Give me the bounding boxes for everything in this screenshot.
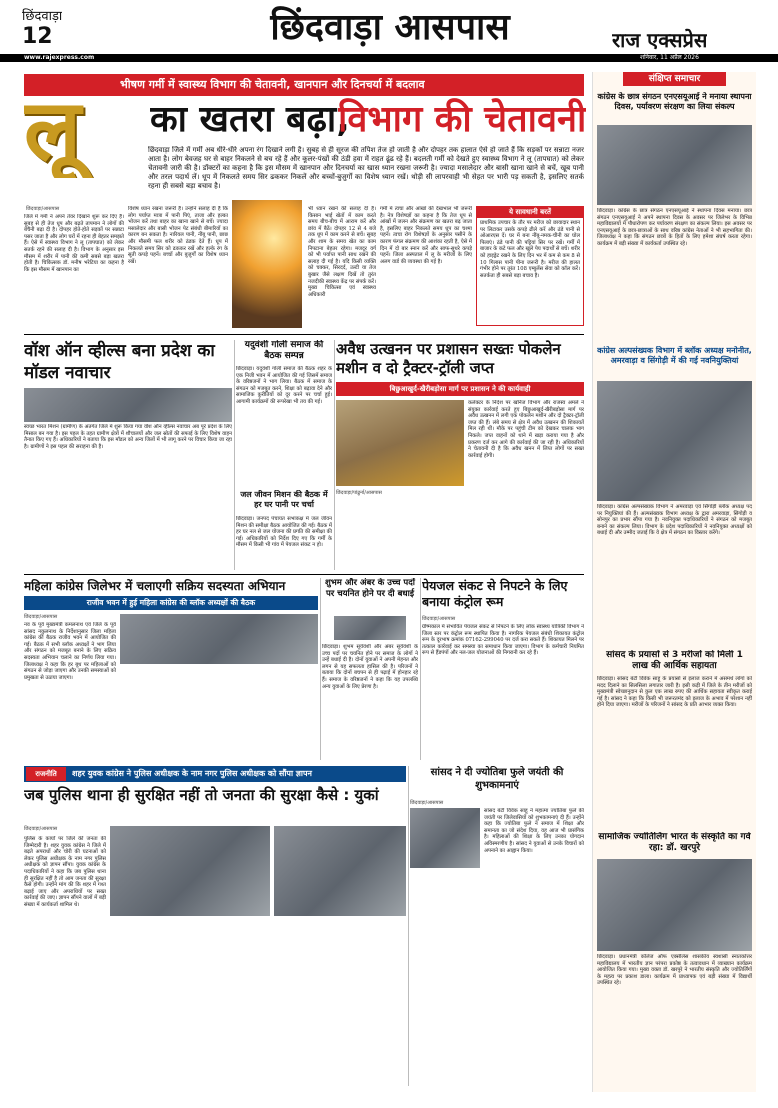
mahila-photo	[120, 614, 318, 664]
mahila-sub-headline: राजीव भवन में हुई महिला कांग्रेस की ब्लॉक अध्यक्षों की बैठक	[86, 598, 256, 607]
jyoti-photo	[410, 808, 480, 868]
water-crisis-body: ग्रीष्मकाल में संभावित पेयजल संकट से निपटने के लिए लोक स्वास्थ्य यांत्रिकी विभाग ने जिला स्तर पर कंट्रोल रूम स्थापित किया है। नागरिक पेयजल संबंधी शिकायत कंट्रोल रूम के दूरभाष क्रमांक 07162-299040 पर दर्ज करा सकते हैं। शिकायत मिलने पर तत्काल कार्रवाई कर समस्या का समाधान किया जाएगा। विभाग के कर्मचारी नियमित रूप से हैंडपंपों और नल-जल योजनाओं की निगरानी कर रहे हैं।	[422, 624, 584, 657]
water-crisis-byline: छिंदवाड़ा/आसपास	[422, 616, 456, 622]
sidebar-story4-title: सामाजिक ज्योतिलिंग भारत के संस्कृति का गर्व रहा: डॉ. खरपुरे	[598, 832, 751, 853]
sidebar-story1-body: छिंदवाड़ा। कांग्रेस के छात्र संगठन एनएसयूआई ने स्थापना दिवस मनाया। छात्र संगठन एनएसयूआई ने अपने स्थापना दिवस के अवसर पर जिलेभर के विभिन्न महाविद्यालयों में पौधारोपण कर पर्यावरण संरक्षण का संकल्प लिया। इस अवसर पर एनएसयूआई के छात्र-छात्राओं के साथ वरिष्ठ कांग्रेस नेताओं ने भी सहभागिता की। जिलाध्यक्ष ने कहा कि संगठन छात्रों के हितों के लिए हमेशा संघर्ष करता रहेगा। कार्यक्रम में बड़ी संख्या में कार्यकर्ता उपस्थित रहे।	[597, 208, 752, 247]
sidebar-story4-body: छिंदवाड़ा। प्रधानमंत्री कॉलेज ऑफ एक्सीलेंस शासकीय स्वशासी स्नातकोत्तर महाविद्यालय में भारतीय ज्ञान परंपरा प्रकोष्ठ के तत्वावधान में व्याख्यान कार्यक्रम आयोजित किया गया। मुख्य वक्ता डॉ. खरपुरे ने भारतीय संस्कृति और ज्योतिर्लिंगों के महत्व पर प्रकाश डाला। कार्यक्रम में प्राध्यापक एवं बड़ी संख्या में विद्यार्थी उपस्थित रहे।	[597, 954, 752, 987]
page-number: 12	[22, 24, 53, 49]
mahila-body: नव के पूर्व मुख्यमंत्री कमलनाथ एवं जिले के पूर्व सांसद नकुलनाथ के निर्देशानुसार जिला महिला कांग्रेस की बैठक राजीव भवन में आयोजित की गई। बैठक में सभी ब्लॉक अध्यक्षों ने भाग लिया और संगठन को मजबूत बनाने के लिए सक्रिय सदस्यता अभियान चलाने का निर्णय लिया गया। जिलाध्यक्ष ने कहा कि हर बूथ पर महिलाओं को संगठन से जोड़ा जाएगा और उनकी समस्याओं को प्रमुखता से उठाया जाएगा।	[24, 622, 116, 681]
police-body: पुलिस के कार्यों पर जिले की जनता की जिम्मेदारी है। शहर युवक कांग्रेस ने जिले में बढ़ते अपराधों और चोरी की घटनाओं को लेकर पुलिस अधीक्षक के नाम नगर पुलिस अधीक्षक को ज्ञापन सौंपा। युवक कांग्रेस के पदाधिकारियों ने कहा कि जब पुलिस थाना ही सुरक्षित नहीं है तो आम जनता की सुरक्षा कैसे होगी। उन्होंने मांग की कि शहर में गश्त बढ़ाई जाए और अपराधियों पर सख्त कार्रवाई की जाए। ज्ञापन सौंपने वालों में बड़ी संख्या में कार्यकर्ता शामिल थे।	[24, 836, 106, 908]
shubh-headline: शुभम और अंबर के उच्च पदों पर चयनित होने पर दी बधाई	[325, 578, 415, 599]
water-crisis-headline: पेयजल संकट से निपटने के लिए बनाया कंट्रोल रूम	[422, 578, 568, 609]
lead-headline-part2: विभाग की चेतावनी	[338, 99, 587, 140]
yadu-headline: यदुवंशी गोली समाज की बैठक सम्पन्न	[244, 340, 324, 361]
lead-intro: छिंदवाड़ा जिले में गर्मी अब धीरे-धीरे अपना रंग दिखाने लगी है। सुबह से ही सूरज की तपिश तेज हो जाती है और दोपहर तक हालात ऐसे हो जाते हैं कि सड़कों पर सन्नाटा नजर आता है। लोग बेवजह घर से बाहर निकलने से बच रहे हैं और कूलर-पंखों की ठंडी हवा में राहत ढूंढ रहे हैं। बदलती गर्मी को देखते हुए स्वास्थ्य विभाग ने लू (तापघात) को लेकर चेतावनी जारी की है। डॉक्टरों का कहना है कि इस मौसम में खानपान और दिनचर्या का खास ध्यान रखना जरूरी है। ज्यादा मसालेदार और बासी खाना खाने से बचें, खूब पानी और तरल पदार्थ लें। धूप में निकलते समय सिर ढककर निकलें और बच्चों-बुजुर्गों का विशेष ध्यान रखें। थोड़ी सी लापरवाही भी सेहत पर भारी पड़ सकती है, इसलिए सतर्क रहना ही सबसे बड़ा बचाव है।	[148, 146, 584, 190]
mahila-byline: छिंदवाड़ा/आसपास	[24, 614, 58, 620]
jyoti-body: सांसद बंटी विवेक साहू ने महात्मा ज्योतिबा फुले की जयंती पर जिलेवासियों को शुभकामनाएं दी हैं। उन्होंने कहा कि ज्योतिबा फुले ने समाज में शिक्षा और समानता का जो संदेश दिया, वह आज भी प्रासंगिक है। महिलाओं की शिक्षा के लिए उनका योगदान अविस्मरणीय है। सांसद ने युवाओं से उनके विचारों को अपनाने का आह्वान किया।	[484, 808, 584, 854]
masthead-city: छिंदवाड़ा	[22, 9, 63, 24]
illegal-kicker: बिछुआखुर्द-खैरीबड़ोसा मार्ग पर प्रशासन ने की कार्यवाही	[389, 385, 531, 393]
sidebar-story1-photo	[597, 125, 752, 205]
tips-box-title: ये सावधानी बरतें	[477, 207, 583, 218]
sidebar-story2-title: कांग्रेस अल्पसंख्यक विभाग में ब्लॉक अध्यक्ष मनोनीत, अमरवाड़ा व सिंगोड़ी में की गई नवनियुक्तियां	[597, 346, 752, 365]
sidebar-story1-title: कांग्रेस के छात्र संगठन एनएसयूआई ने मनाया स्थापना दिवस, पर्यावरण संरक्षण का लिया संकल्प	[597, 92, 752, 111]
illegal-photo	[336, 400, 464, 486]
lead-col4: गर्मी में त्वचा और आंखों की देखभाल भी जरूरी है। नेत्र विशेषज्ञों का कहना है कि तेज धूप से आंखों में जलन और संक्रमण का खतरा बढ़ जाता है, इसलिए बाहर निकलते समय धूप का चश्मा पहनें। त्वचा रोग विशेषज्ञों के अनुसार पसीने के कारण फंगल संक्रमण की आशंका रहती है, ऐसे में दिन में दो बार स्नान करें और साफ-सुथरे कपड़े पहनें। जिला अस्पताल में लू के मरीजों के लिए अलग वार्ड की व्यवस्था की गई है।	[380, 206, 472, 265]
section-title: छिंदवाड़ा आसपास	[270, 7, 510, 48]
lead-byline: छिंदवाड़ा/आसपास	[26, 206, 60, 212]
police-headline: जब पुलिस थाना ही सुरक्षित नहीं तो जनता की सुरक्षा कैसे : युकां	[24, 786, 379, 804]
masthead-date: शनिवार, 11 अप्रैल 2026	[640, 54, 699, 61]
police-photo	[110, 826, 270, 916]
lead-col3: भी ध्यान रखने की सलाह दी है। किसान भाई खेतों में काम करते समय बीच-बीच में आराम करें और छांव में बैठें। दोपहर 12 से 4 बजे तक धूप में काम करने से बचें। सुबह और शाम के समय खेत का काम निपटाना बेहतर रहेगा। मजदूर वर्ग को भी पर्याप्त पानी साथ रखने की सलाह दी गई है। यदि किसी व्यक्ति को चक्कर, सिरदर्द, उल्टी या तेज बुखार जैसे लक्षण दिखें तो तुरंत नजदीकी स्वास्थ्य केंद्र पर संपर्क करें। मुख्य चिकित्सा एवं स्वास्थ्य अधिकारी	[308, 206, 376, 298]
yadu-body: छिंदवाड़ा। यदुवंशी गोली समाज की बैठक शहर के एक निजी भवन में आयोजित की गई जिसमें समाज के वरिष्ठजनों ने भाग लिया। बैठक में समाज के संगठन को मजबूत करने, शिक्षा को बढ़ावा देने और सामाजिक कुरीतियों को दूर करने पर चर्चा हुई। आगामी कार्यक्रमों की रूपरेखा भी तय की गई।	[236, 366, 332, 405]
shubh-body: छिंदवाड़ा। शुभम सूर्यवंशी और अंबर सूर्यवंशी के उच्च पदों पर चयनित होने पर समाज के लोगों ने उन्हें बधाई दी है। दोनों युवाओं ने अपनी मेहनत और लगन से यह सफलता हासिल की है। परिजनों ने बताया कि दोनों बचपन से ही पढ़ाई में होनहार रहे हैं। समाज के वरिष्ठजनों ने कहा कि यह उपलब्धि अन्य युवाओं के लिए प्रेरणा है।	[322, 644, 418, 690]
lead-photo	[232, 200, 302, 328]
illegal-byline: छिंदवाड़ा/पांढुर्ना/आसपास	[336, 490, 382, 496]
divider	[334, 340, 335, 570]
jyoti-byline: छिंदवाड़ा/आसपास	[410, 800, 444, 806]
divider	[320, 578, 321, 760]
divider	[234, 340, 235, 570]
lead-big-letter: लू	[24, 82, 81, 178]
brand-name: राज एक्सप्रेस	[612, 28, 708, 52]
water-headline: वॉश ऑन व्हील्स बना प्रदेश का मॉडल नवाचार	[24, 341, 215, 383]
divider	[420, 578, 421, 760]
tips-box	[476, 206, 584, 326]
lead-col2: विशेष ध्यान रखना जरूरी है। उन्होंने सलाह दी है कि लोग पर्याप्त मात्रा में पानी पिएं, ताजा और हल्का भोजन करें तथा बाहर का खाना खाने से बचें। ज्यादा मसालेदार और बासी भोजन पेट संबंधी बीमारियों का कारण बन सकता है। नारियल पानी, नींबू पानी, छाछ और मौसमी फल शरीर को ठंडक देते हैं। धूप में निकलते समय सिर को ढककर रखें और हल्के रंग के सूती कपड़े पहनें। बच्चों और बुजुर्गों का विशेष ध्यान रखें।	[128, 206, 228, 265]
sidebar	[592, 72, 756, 1092]
tips-box-body: प्राथमिक उपचार के तौर पर मरीज को छायादार स्थान पर लिटाकर उसके कपड़े ढीले करें और ठंडे पानी से ओआरएस दें। घर में बना नींबू-नमक-चीनी का घोल पिलाएं। ठंडे पानी की पट्टियां सिर पर रखें। गर्मी में बाजार के कटे फल और खुले पेय पदार्थों से बचें। शरीर को हाइड्रेट रखने के लिए दिन भर में कम से कम 8 से 10 गिलास पानी पीना जरूरी है। मरीज की हालत गंभीर होने पर तुरंत 108 एम्बुलेंस सेवा को कॉल करें। सतर्कता ही सबसे बड़ा बचाव है।	[480, 220, 580, 279]
sidebar-story2-body: छिंदवाड़ा। कांग्रेस अल्पसंख्यक विभाग ने अमरवाड़ा एवं सिंगोड़ी ब्लॉक अध्यक्ष पद पर नियुक्तियां की हैं। अल्पसंख्यक विभाग अध्यक्ष के द्वारा अमरवाड़ा, सिंगोड़ी व सोनपुर का प्रभार सौंपा गया है। नवनियुक्त पदाधिकारियों ने संगठन को मजबूत बनाने का संकल्प लिया। विभाग के प्रदेश पदाधिकारियों ने नवनियुक्त अध्यक्षों को बधाई दी और उम्मीद जताई कि वे क्षेत्र में संगठन का विस्तार करेंगे।	[597, 504, 752, 537]
section-rule	[24, 334, 584, 335]
sidebar-header: संक्षिप्त समाचार	[623, 72, 726, 86]
masthead	[0, 0, 778, 60]
lead-kicker: भीषण गर्मी में स्वास्थ्य विभाग की चेतावनी, खानपान और दिनचर्या में बदलाव	[120, 78, 425, 91]
water-body: स्वच्छ भारत मिशन (ग्रामीण) के अंतर्गत जिले में शुरू किया गया वॉश ऑन व्हील्स नवाचार अब पूरे प्रदेश के लिए मिसाल बन गया है। इस पहल के तहत ग्रामीण क्षेत्रों में शौचालयों और जल स्रोतों की सफाई के लिए विशेष वाहन तैनात किए गए हैं। अधिकारियों ने बताया कि इस मॉडल को अन्य जिलों में भी लागू करने पर विचार किया जा रहा है। ग्रामीणों ने इस पहल की सराहना की है।	[24, 424, 232, 450]
yadu-sub-headline: जल जीवन मिशन की बैठक में हर घर पानी पर चर्चा	[240, 490, 328, 509]
mahila-headline: महिला कांग्रेस जिलेभर में चलाएगी सक्रिय सदस्यता अभियान	[24, 579, 286, 593]
jyoti-headline: सांसद ने दी ज्योतिबा फुले जयंती की शुभकामनाएं	[430, 767, 564, 791]
police-photo-2	[274, 826, 406, 916]
yadu-sub-body: छिंदवाड़ा। जनपद पंचायत सभाकक्ष में जल जीवन मिशन की समीक्षा बैठक आयोजित की गई। बैठक में हर घर नल से जल योजना की प्रगति की समीक्षा की गई। अधिकारियों को निर्देश दिए गए कि गर्मी के मौसम में किसी भी गांव में पेयजल संकट न हो।	[236, 516, 332, 549]
lead-col1: जिले में गर्मी ने अपने तेवर दिखाने शुरू कर दिए हैं। सुबह से ही तेज धूप और बढ़ते तापमान ने लोगों की बेचैनी बढ़ा दी है। दोपहर होते-होते सड़कों पर सन्नाटा पसर जाता है और लोग घरों में रहना ही बेहतर समझते हैं। ऐसे में स्वास्थ्य विभाग ने लू (तापघात) को लेकर सतर्क रहने की सलाह दी है। विभाग के अनुसार इस मौसम में शरीर में पानी की कमी सबसे बड़ा खतरा होती है। चिकित्सक डॉ. मनीष भरेटिया का कहना है कि इस मौसम में खानपान का	[24, 214, 124, 273]
section-rule-2	[24, 574, 584, 575]
sidebar-story3-body: छिंदवाड़ा। सांसद बंटी विवेक साहू के प्रयासों से इलाज कराने में असमर्थ लोगों को मदद दिलाने का सिलसिला लगातार जारी है। इसी कड़ी में जिले के तीन मरीजों को मुख्यमंत्री स्वेच्छानुदान से कुल एक लाख रुपए की आर्थिक सहायता स्वीकृत कराई गई है। सांसद ने कहा कि किसी भी जरूरतमंद को इलाज के अभाव में परेशान नहीं होने दिया जाएगा। मरीजों के परिजनों ने सांसद के प्रति आभार व्यक्त किया।	[597, 676, 752, 709]
politics-label: राजनीति	[26, 767, 66, 781]
politics-headline: शहर युवक कांग्रेस ने पुलिस अधीक्षक के नाम नगर पुलिस अधीक्षक को सौंपा ज्ञापन	[72, 769, 312, 778]
water-photo	[24, 388, 232, 422]
police-byline: छिंदवाड़ा/आसपास	[24, 826, 58, 832]
divider	[408, 766, 409, 1086]
lead-headline-part1: का खतरा बढ़ा,	[150, 99, 350, 140]
sidebar-story2-photo	[597, 381, 752, 501]
masthead-url[interactable]: www.rajexpress.com	[24, 54, 95, 61]
illegal-headline: अवैध उत्खनन पर प्रशासन सख्तः पोकलेन मशीन व दो ट्रैक्टर-ट्रॉली जप्त	[336, 340, 561, 377]
sidebar-story3-title: सांसद के प्रयासों से 3 मरीजों को मिली 1 लाख की आर्थिक सहायता	[606, 650, 743, 671]
illegal-body: कलेक्टर के निर्देश पर खनिज विभाग और राजस्व अमले ने संयुक्त कार्रवाई करते हुए बिछुआखुर्द-खैरीबड़ोसा मार्ग पर अवैध उत्खनन में लगी एक पोकलेन मशीन और दो ट्रैक्टर-ट्रॉली जप्त की हैं। लंबे समय से क्षेत्र में अवैध उत्खनन की शिकायतें मिल रही थीं। मौके पर पहुंची टीम को देखकर चालक भाग निकले। जप्त वाहनों को थाने में खड़ा कराया गया है और प्रकरण दर्ज कर आगे की कार्रवाई की जा रही है। अधिकारियों ने चेतावनी दी है कि अवैध खनन में लिप्त लोगों पर सख्त कार्रवाई होगी।	[468, 400, 584, 459]
shubh-photo	[334, 616, 406, 640]
sidebar-story4-photo	[597, 859, 752, 951]
